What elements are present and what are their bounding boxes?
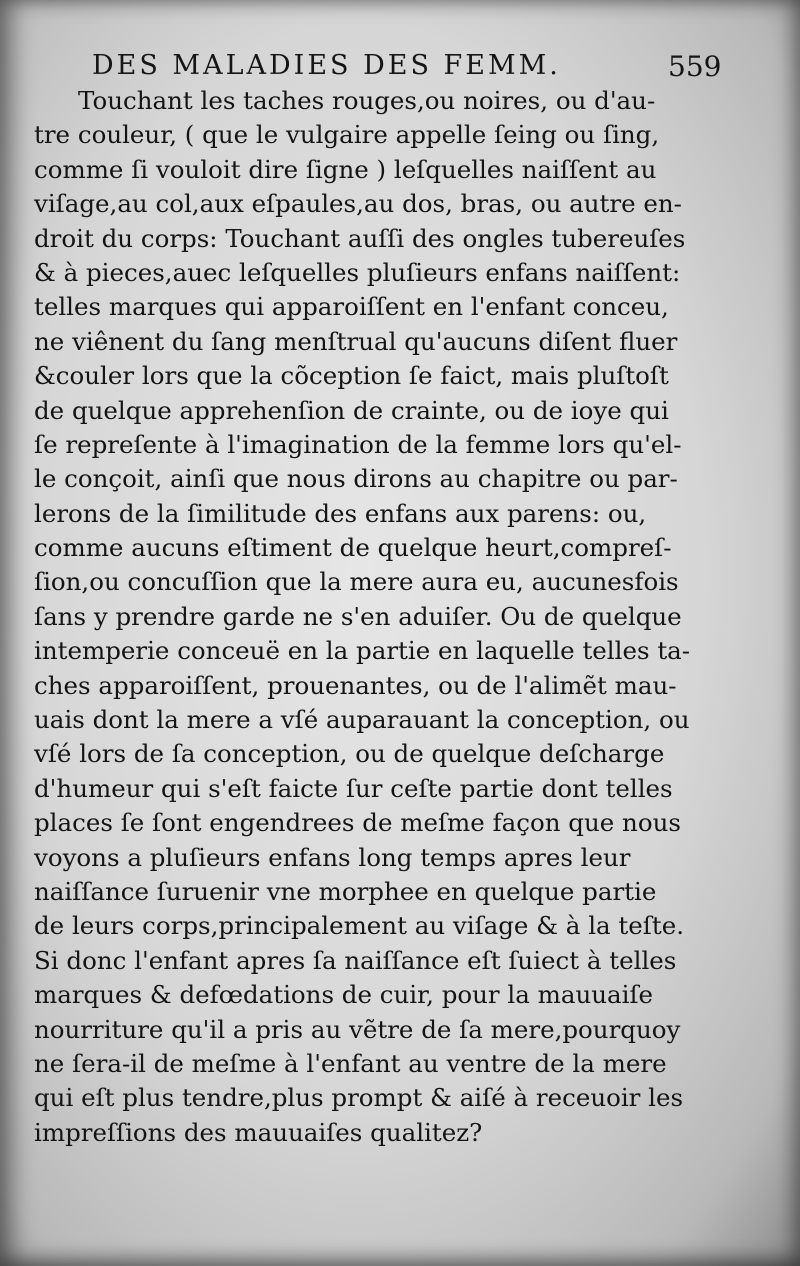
text-line: impreſſions des mauuaiſes qualitez?	[34, 1117, 483, 1147]
text-line: intemperie conceuë en la partie en laquelle telles ta-	[34, 636, 691, 666]
text-line: ne ſera-il de meſme à l'enfant au ventre de la mere	[34, 1048, 667, 1078]
page-number: 559	[668, 50, 722, 83]
text-line: qui eſt plus tendre,plus prompt & aiſé à receuoir les	[34, 1083, 684, 1113]
text-line: ſion,ou concuſſion que la mere aura eu, aucunesfois	[34, 567, 679, 597]
text-line: marques & defœdations de cuir, pour la mauuaiſe	[34, 980, 654, 1010]
text-line: &couler lors que la cõception ſe faict, mais pluſtoſt	[34, 361, 669, 391]
text-line: uais dont la mere a vſé auparauant la conception, ou	[34, 705, 690, 735]
text-line: voyons a pluſieurs enfans long temps apres leur	[34, 842, 631, 872]
text-line: lerons de la ſimilitude des enfans aux parens: ou,	[34, 498, 647, 528]
text-line: ne viênent du ſang menſtrual qu'aucuns diſent fluer	[34, 326, 678, 356]
text-line: ſe repreſente à l'imagination de la femme lors qu'el-	[34, 429, 682, 459]
text-line: Si donc l'enfant apres ſa naiſſance eſt ſuiect à telles	[34, 945, 677, 975]
text-line: vſé lors de ſa conception, ou de quelque deſcharge	[34, 739, 665, 769]
text-line: comme ſi vouloit dire ſigne ) leſquelles naiſſent au	[34, 154, 657, 184]
text-line: tre couleur, ( que le vulgaire appelle ſeing ou ſing,	[34, 120, 660, 150]
text-line: Touchant les taches rouges,ou noires, ou d'au-	[78, 86, 656, 115]
text-line: ſans y prendre garde ne s'en aduiſer. Ou de quelque	[34, 601, 682, 631]
text-line: comme aucuns eſtiment de quelque heurt,compreſ-	[34, 533, 672, 563]
text-line: & à pieces,auec leſquelles pluſieurs enfans naiſſent:	[34, 257, 681, 287]
text-line: viſage,au col,aux eſpaules,au dos, bras, ou autre en-	[34, 189, 682, 219]
text-line: ches apparoiſſent, prouenantes, ou de l'alimẽt mau-	[34, 670, 677, 700]
body-text	[34, 84, 724, 1150]
text-line: de quelque apprehenſion de crainte, ou de ioye qui	[34, 395, 669, 425]
running-head: DES MALADIES DES FEMM.	[92, 50, 561, 81]
text-line: nourriture qu'il a pris au vẽtre de ſa mere,pourquoy	[34, 1014, 681, 1044]
text-line: droit du corps: Touchant auſſi des ongles tubereuſes	[34, 223, 686, 253]
text-line: naiſſance ſuruenir vne morphee en quelque partie	[34, 876, 657, 906]
text-line: d'humeur qui s'eſt faicte ſur ceſte partie dont telles	[34, 773, 673, 803]
text-line: de leurs corps,principalement au viſage & à la teſte.	[34, 911, 684, 941]
text-line: places ſe ſont engendrees de meſme façon que nous	[34, 808, 681, 838]
text-line: telles marques qui apparoiſſent en l'enfant conceu,	[34, 292, 669, 322]
text-line: le conçoit, ainſi que nous dirons au chapitre ou par-	[34, 464, 678, 494]
